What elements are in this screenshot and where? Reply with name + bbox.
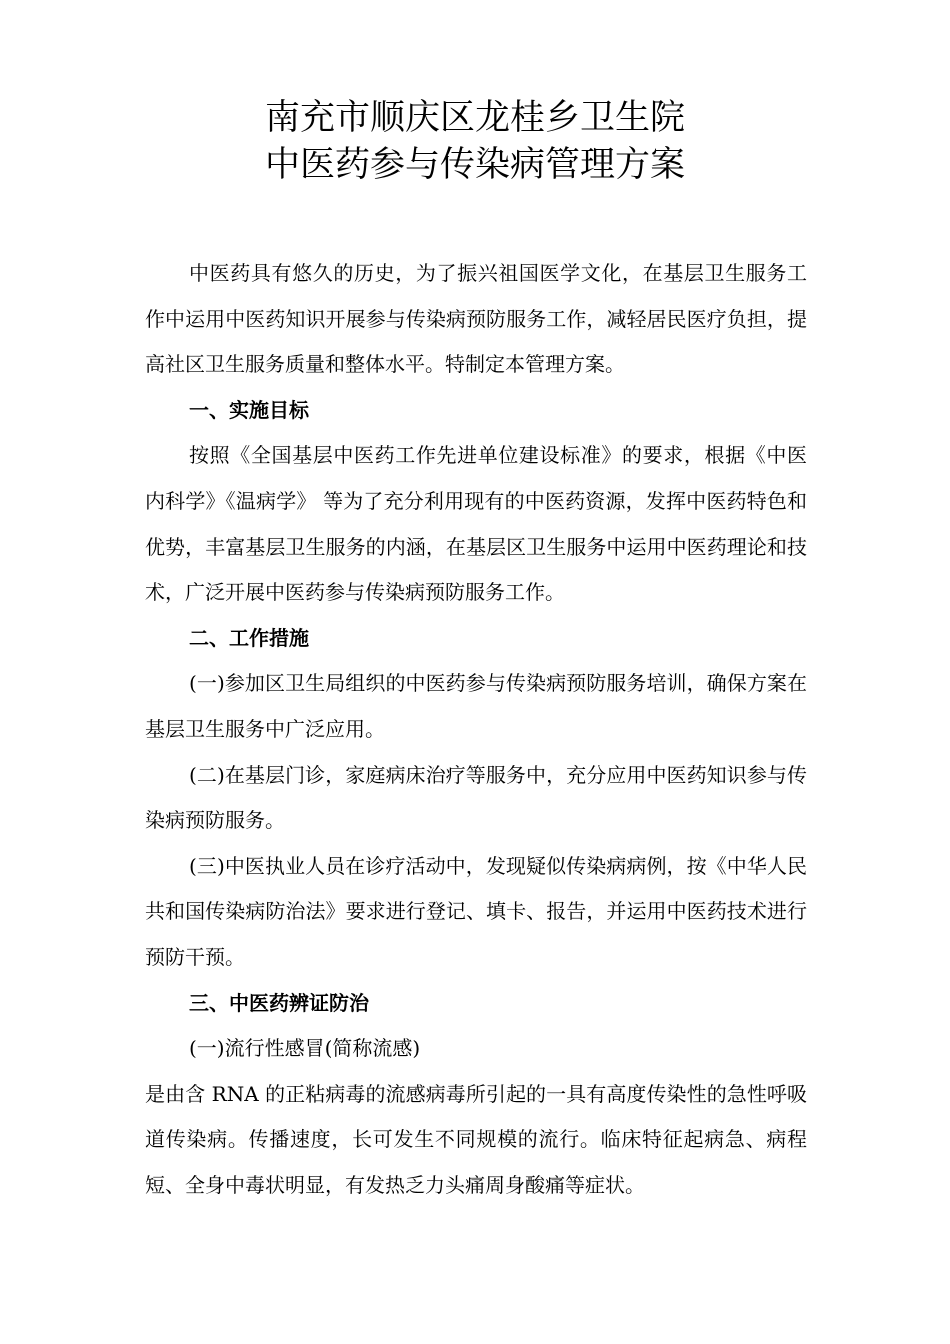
document-title-line2: 中医药参与传染病管理方案 (264, 145, 685, 185)
section3-paragraph: 是由含 RNA 的正粘病毒的流感病毒所引起的一具有高度传染性的急性呼吸道传染病。传播速度，长可发生不同规模的流行。临床特征起病急、病程短、全身中毒状明显，有发热乏力头痛周身酸痛等症状。 (145, 1081, 807, 1197)
section2-item-1: (一)参加区卫生局组织的中医药参与传染病预防服务培训，确保方案在基层卫生服务中广泛应用。 (145, 671, 807, 741)
section3-sub-heading: (一)流行性感冒(简称流感) (189, 1036, 421, 1061)
section2-item-2: (二)在基层门诊，家庭病床治疗等服务中，充分应用中医药知识参与传染病预防服务。 (145, 762, 807, 833)
section1-paragraph: 按照《全国基层中医药工作先进单位建设标准》的要求，根据《中医内科学》《温病学》 等为了充分利用现有的中医药资源，发挥中医药特色和优势，丰富基层卫生服务的内涵，在基层区卫生服务中运用中医药理论和技术，广泛开展中医药参与传染病预防服务工作。 (145, 443, 807, 605)
section3-heading: 三、中医药辨证防治 (189, 990, 369, 1015)
section2-heading: 二、工作措施 (189, 625, 309, 650)
section2-item-3: (三)中医执业人员在诊疗活动中，发现疑似传染病病例，按《中华人民共和国传染病防治法》要求进行登记、填卡、报告，并运用中医药技术进行预防干预。 (145, 853, 807, 969)
document-title-line1: 南充市顺庆区龙桂乡卫生院 (264, 98, 685, 138)
intro-paragraph: 中医药具有悠久的历史，为了振兴祖国医学文化，在基层卫生服务工作中运用中医药知识开展参与传染病预防服务工作，减轻居民医疗负担，提高社区卫生服务质量和整体水平。特制定本管理方案。 (145, 261, 807, 377)
document-body (145, 251, 807, 1208)
section1-heading: 一、实施目标 (189, 397, 309, 422)
